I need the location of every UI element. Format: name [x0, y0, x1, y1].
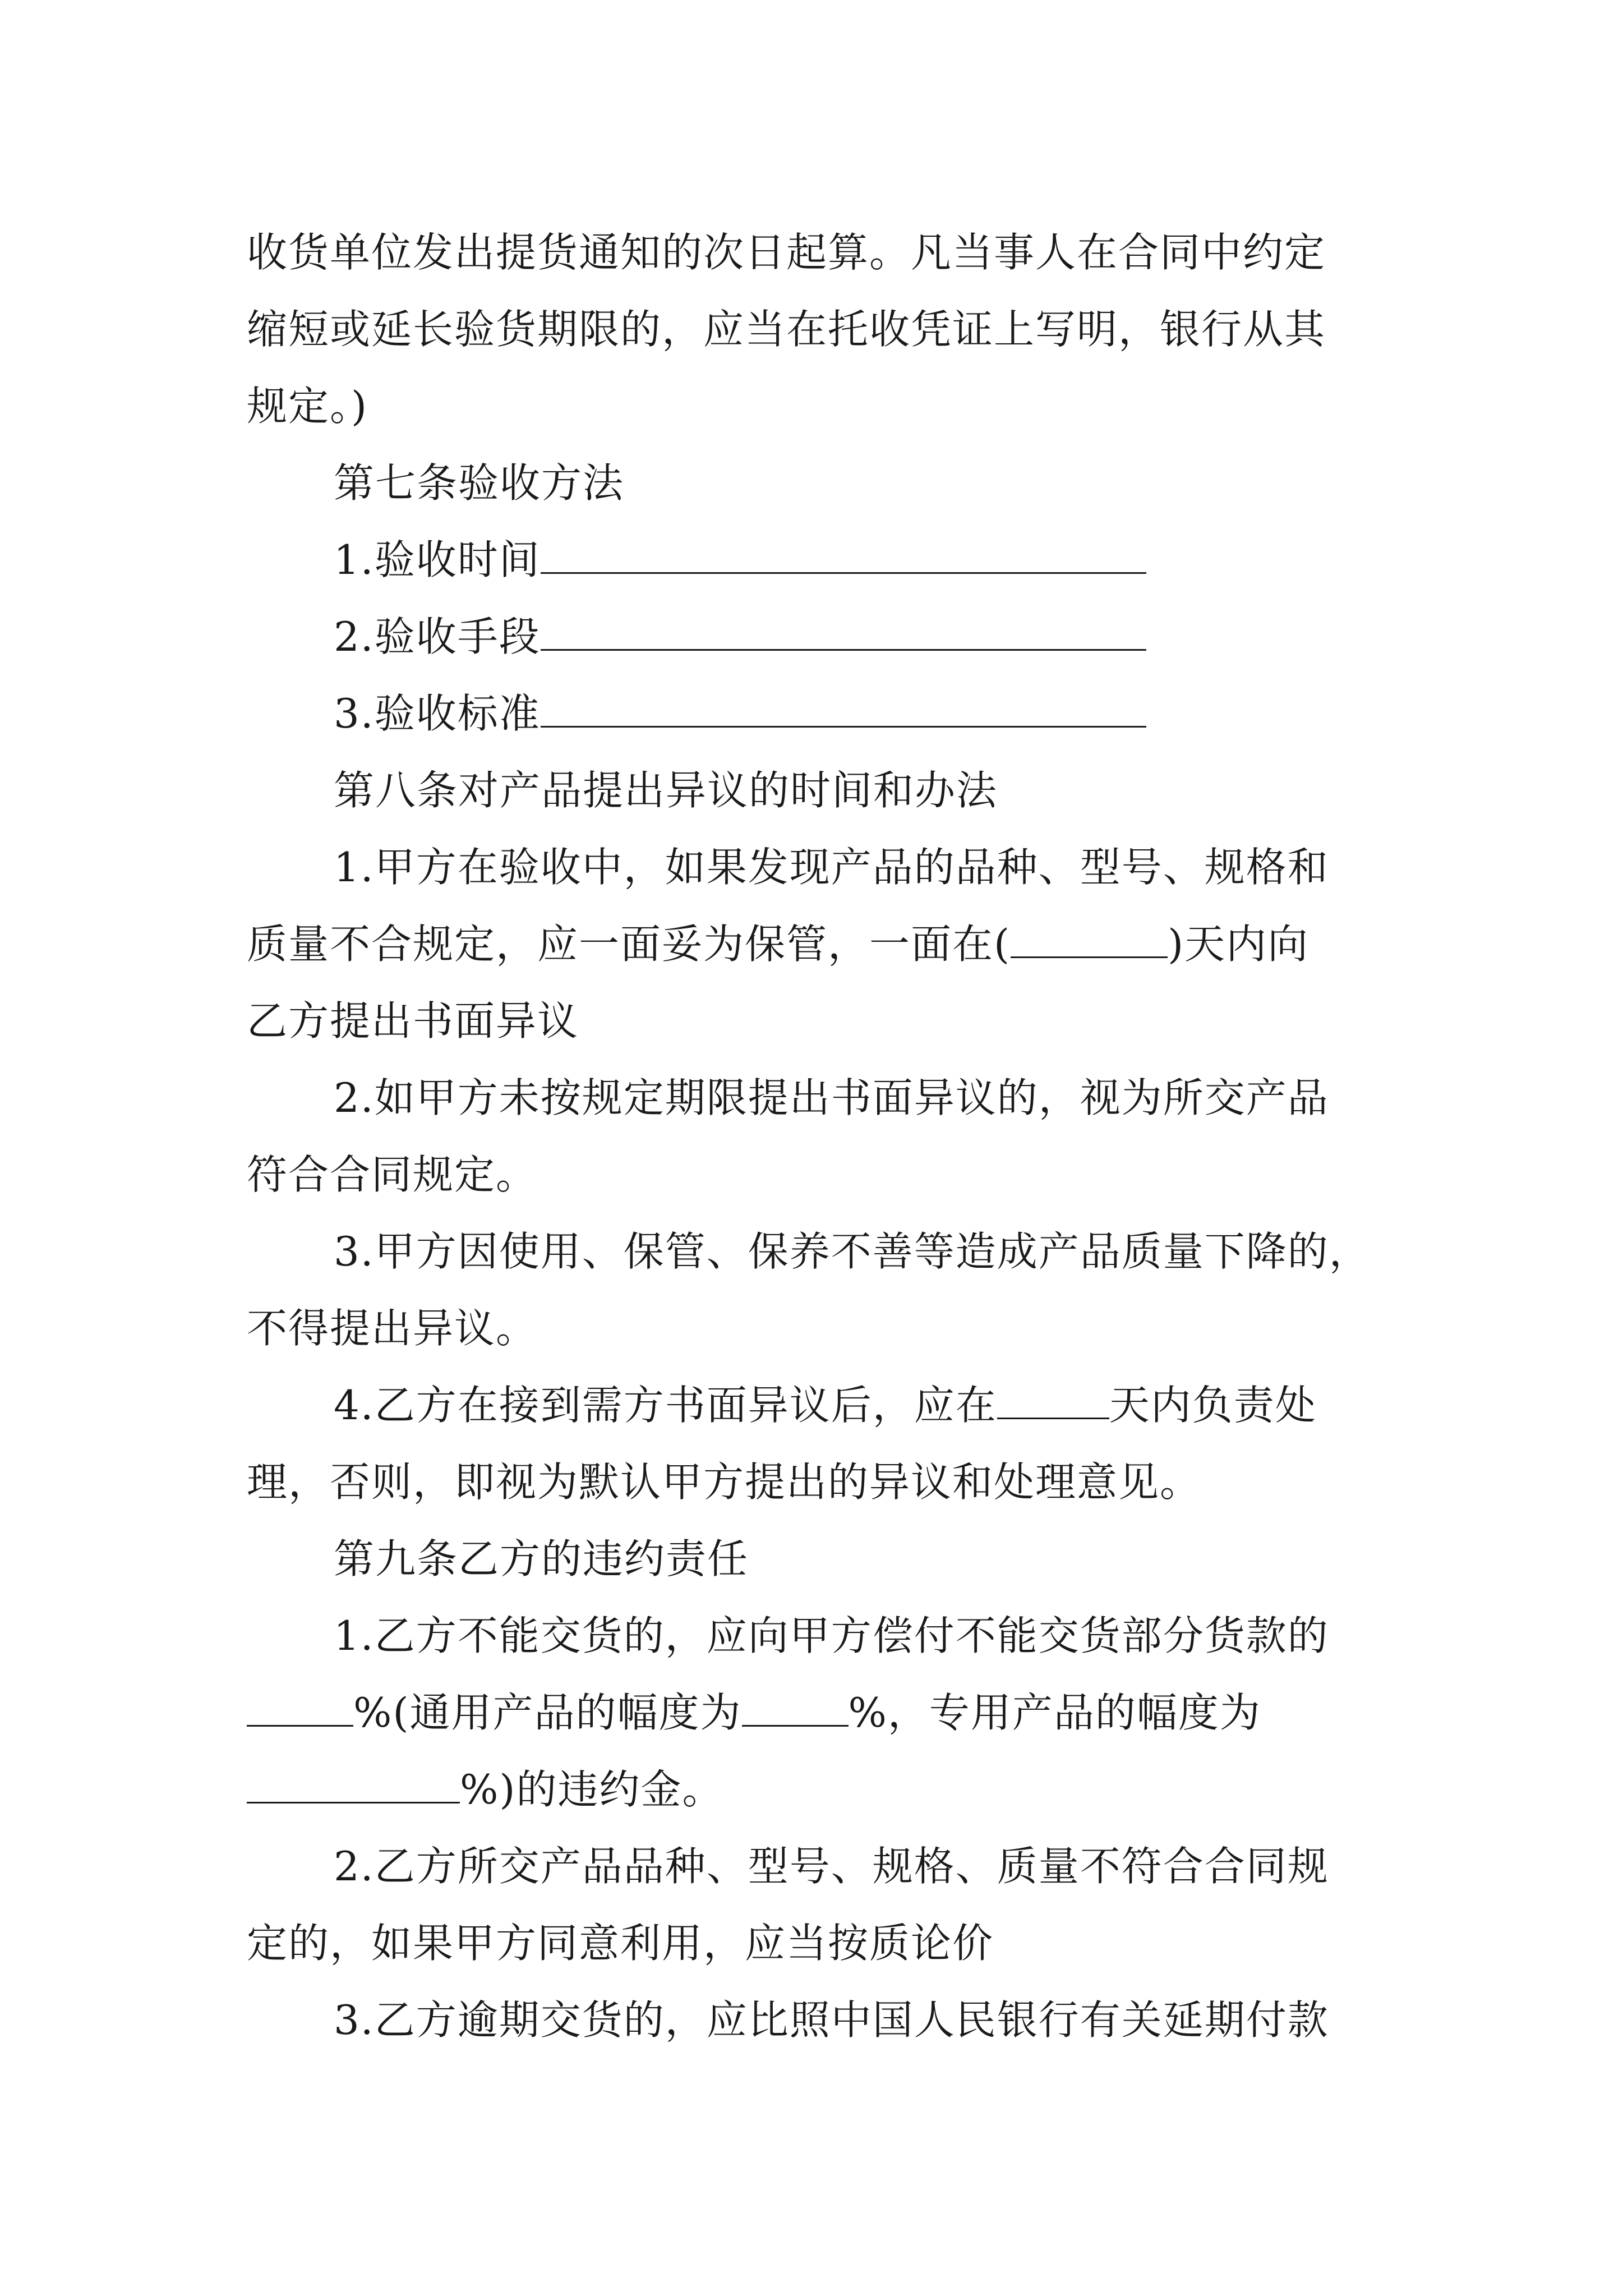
article-9-heading: 第九条乙方的违约责任 — [334, 1535, 749, 1582]
text-segment: )天内向 — [1168, 921, 1310, 968]
inspection-standard-item — [247, 675, 1385, 752]
item-label: 1.验收时间 — [334, 536, 541, 583]
inspection-time-item — [247, 522, 1385, 599]
article-8-heading: 第八条对产品提出异议的时间和办法 — [334, 767, 998, 814]
paragraph-line: 定的，如果甲方同意利用，应当按质论价 — [247, 1920, 994, 1967]
text-segment: %，专用产品的幅度为 — [848, 1689, 1261, 1736]
paragraph-line: 2.如甲方未按规定期限提出书面异议的，视为所交产品 — [334, 1074, 1329, 1121]
paragraph-line — [247, 1367, 1385, 1444]
item-label: 2.验收手段 — [334, 613, 541, 660]
fill-in-blank — [742, 1688, 849, 1727]
document-body — [247, 214, 1385, 2059]
item-label: 3.验收标准 — [334, 690, 541, 737]
text-segment: %)的违约金。 — [460, 1766, 724, 1813]
paragraph-line: 3.甲方因使用、保管、保养不善等造成产品质量下降的， — [334, 1228, 1371, 1275]
paragraph-line — [247, 1674, 1385, 1751]
text-segment: %(通用产品的幅度为 — [353, 1689, 742, 1736]
fill-in-blank — [1011, 919, 1168, 958]
fill-in-blank — [541, 689, 1146, 728]
paragraph-line: 符合合同规定。 — [247, 1151, 538, 1198]
fill-in-blank — [247, 1765, 460, 1803]
paragraph-line: 规定。) — [247, 383, 368, 430]
paragraph-line — [247, 906, 1385, 983]
paragraph-line: 不得提出异议。 — [247, 1305, 538, 1352]
paragraph-line — [247, 1751, 1385, 1828]
text-segment: 4.乙方在接到需方书面异议后，应在 — [334, 1382, 997, 1429]
paragraph-line: 1.甲方在验收中，如果发现产品的品种、型号、规格和 — [334, 844, 1329, 891]
paragraph-line: 理，否则，即视为默认甲方提出的异议和处理意见。 — [247, 1458, 1202, 1506]
paragraph-line: 3.乙方逾期交货的，应比照中国人民银行有关延期付款 — [334, 1996, 1329, 2044]
fill-in-blank — [247, 1688, 353, 1727]
paragraph-line: 乙方提出书面异议 — [247, 997, 579, 1045]
paragraph-line: 缩短或延长验货期限的，应当在托收凭证上写明，银行从其 — [247, 306, 1326, 353]
fill-in-blank — [541, 535, 1146, 574]
fill-in-blank — [541, 612, 1146, 651]
text-segment: 天内负责处 — [1109, 1382, 1317, 1429]
paragraph-line: 2.乙方所交产品品种、型号、规格、质量不符合合同规 — [334, 1843, 1329, 1890]
article-7-heading: 第七条验收方法 — [334, 459, 625, 507]
paragraph-line: 1.乙方不能交货的，应向甲方偿付不能交货部分货款的 — [334, 1612, 1329, 1659]
paragraph-line: 收货单位发出提货通知的次日起算。凡当事人在合同中约定 — [247, 229, 1326, 276]
inspection-means-item — [247, 599, 1385, 675]
fill-in-blank — [997, 1381, 1109, 1419]
text-segment: 质量不合规定，应一面妥为保管，一面在( — [247, 921, 1011, 968]
